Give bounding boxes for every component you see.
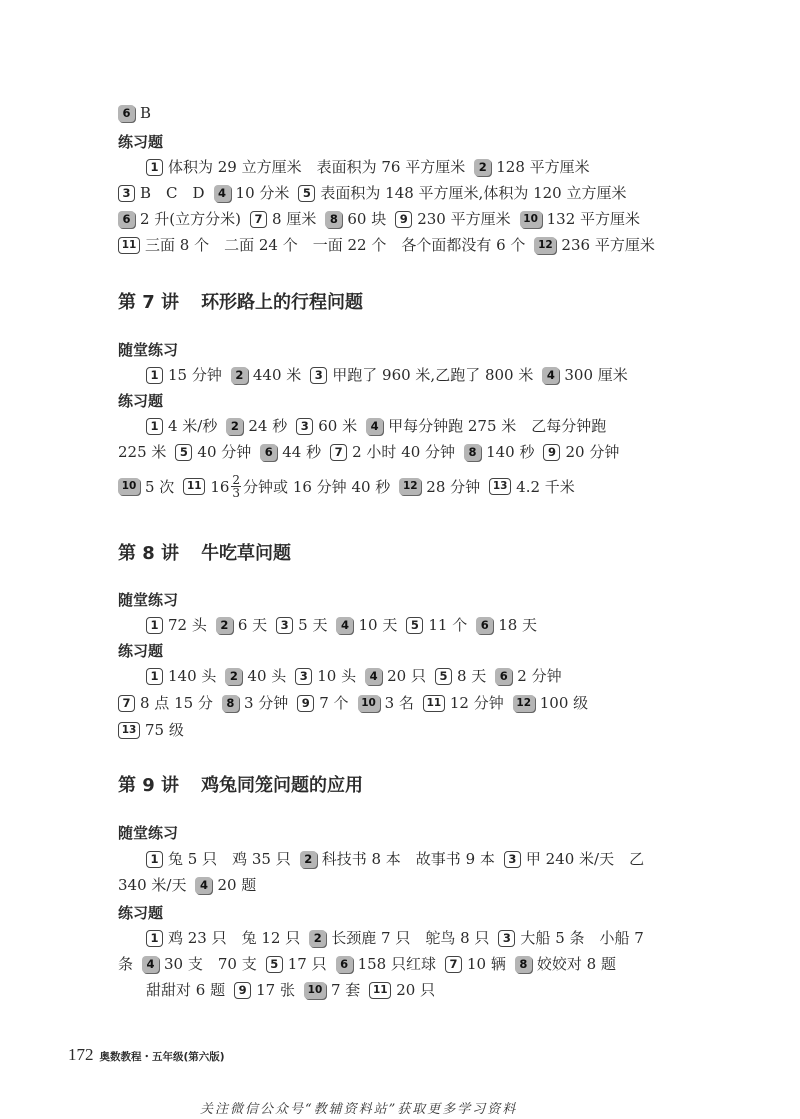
answer-number-badge: 10 — [520, 211, 542, 228]
answer-number-badge: 1 — [146, 367, 163, 384]
answer-text: 17 张 — [256, 981, 295, 999]
answer-number-badge: 6 — [260, 444, 277, 461]
answer-text: 长颈鹿 7 只 鸵鸟 8 只 — [331, 929, 490, 947]
answer-number-badge: 2 — [309, 930, 326, 947]
answer-text: 20 题 — [217, 876, 257, 894]
answer-number-badge: 7 — [445, 956, 462, 973]
answer-line — [118, 103, 160, 123]
answer-number-badge: 7 — [118, 695, 135, 712]
answer-number-badge: 5 — [266, 956, 283, 973]
exercise-label: 练习题 — [118, 904, 164, 922]
answer-number-badge: 4 — [142, 956, 159, 973]
answer-text: 60 米 — [318, 417, 358, 435]
answer-number-badge: 11 — [369, 982, 391, 999]
fraction — [231, 474, 241, 499]
answer-text: 2 分钟 — [517, 667, 562, 685]
answer-number-badge: 8 — [464, 444, 481, 461]
answer-text: 158 只红球 — [357, 955, 436, 973]
answer-text: 甜甜对 6 题 — [146, 981, 226, 999]
answer-number-badge: 9 — [543, 444, 560, 461]
class-practice-label: 随堂练习 — [118, 824, 179, 842]
answer-text: 分钟或 16 分钟 40 秒 — [243, 477, 391, 496]
answer-text: 440 米 — [252, 366, 302, 384]
answer-number-badge: 4 — [214, 185, 231, 202]
answer-line — [146, 928, 653, 948]
answer-text: 姣姣对 8 题 — [536, 955, 616, 973]
answer-number-badge: 1 — [146, 617, 163, 634]
answer-text: 40 分钟 — [197, 443, 252, 461]
answer-number-badge: 4 — [195, 877, 212, 894]
answer-number-badge: 7 — [250, 211, 267, 228]
answer-number-badge: 7 — [330, 444, 347, 461]
answer-number-badge: 2 — [216, 617, 233, 634]
fraction-numerator: 2 — [232, 473, 241, 487]
answer-number-badge: 4 — [336, 617, 353, 634]
answer-text: 16 — [210, 477, 230, 496]
answer-line — [118, 693, 597, 713]
answer-number-badge: 10 — [358, 695, 380, 712]
answer-number-badge: 10 — [304, 982, 326, 999]
answer-text: 17 只 — [287, 955, 327, 973]
answer-text: 8 天 — [456, 667, 487, 685]
page-footer — [68, 1045, 225, 1065]
answer-number-badge: 4 — [542, 367, 559, 384]
answer-text: 5 次 — [145, 477, 175, 496]
answer-number-badge: 6 — [495, 668, 512, 685]
answer-text: 条 — [118, 955, 134, 973]
answer-number-badge: 12 — [534, 237, 556, 254]
answer-text: 340 米/天 — [118, 876, 187, 894]
answer-text: 科技书 8 本 故事书 9 本 — [321, 850, 495, 868]
answer-text: 15 分钟 — [168, 366, 222, 384]
answer-group — [195, 875, 265, 895]
answer-number-badge: 3 — [295, 668, 312, 685]
answer-number-badge: 2 — [231, 367, 248, 384]
answer-text: 140 秒 — [486, 443, 535, 461]
exercise-label: 练习题 — [118, 133, 164, 151]
answer-text: 6 天 — [237, 616, 268, 634]
answer-group — [142, 954, 625, 974]
answer-line — [146, 849, 653, 869]
answer-text: 鸡 23 只 兔 12 只 — [168, 929, 301, 947]
answer-number-badge: 3 — [276, 617, 293, 634]
exercise-label: 练习题 — [118, 392, 164, 410]
answer-line — [118, 183, 636, 203]
answer-number-badge: 9 — [234, 982, 251, 999]
fraction-denominator: 3 — [232, 486, 241, 500]
answer-text: 18 天 — [498, 616, 538, 634]
answer-text: 75 级 — [145, 721, 184, 739]
answer-number-badge: 4 — [366, 418, 383, 435]
answer-text: 8 点 15 分 — [140, 694, 213, 712]
answer-number-badge: 8 — [515, 956, 532, 973]
class-practice-label: 随堂练习 — [118, 341, 179, 359]
answer-number-badge: 11 — [423, 695, 445, 712]
answer-text: 28 分钟 — [426, 477, 481, 496]
answer-text: 7 套 — [330, 981, 361, 999]
answer-line — [118, 442, 628, 462]
answer-text: 2 小时 40 分钟 — [352, 443, 456, 461]
lesson-number: 第 7 讲 — [118, 292, 180, 313]
answer-line — [118, 875, 265, 895]
answer-text: 44 秒 — [282, 443, 322, 461]
answer-text: 10 天 — [358, 616, 398, 634]
answer-number-badge: 1 — [146, 418, 163, 435]
answer-text: 40 头 — [247, 667, 287, 685]
answer-line — [118, 720, 193, 740]
answer-number-badge: 1 — [146, 159, 163, 176]
answer-line — [146, 615, 546, 635]
answer-number-badge: 2 — [226, 418, 243, 435]
answer-number-badge: 1 — [146, 668, 163, 685]
answer-line — [146, 666, 571, 686]
answer-text: 225 米 — [118, 443, 167, 461]
answer-text: 大船 5 条 小船 7 — [520, 929, 644, 947]
watermark-text: 关注微信公众号“教辅资料站”获取更多学习资料 — [200, 1102, 518, 1117]
answer-number-badge: 3 — [296, 418, 313, 435]
answer-text: 8 厘米 — [272, 210, 317, 228]
answer-text: 230 平方厘米 — [417, 210, 511, 228]
answer-line — [146, 416, 615, 436]
answer-line — [146, 365, 637, 385]
answer-number-badge: 3 — [498, 930, 515, 947]
answer-number-badge: 5 — [435, 668, 452, 685]
answer-text: 5 天 — [298, 616, 328, 634]
answer-text: 三面 8 个 二面 24 个 一面 22 个 各个面都没有 6 个 — [145, 236, 526, 254]
lesson-heading — [118, 288, 363, 314]
answer-line — [146, 980, 444, 1000]
answer-text: 236 平方厘米 — [561, 236, 655, 254]
lesson-number: 第 9 讲 — [118, 775, 180, 796]
answer-text: 10 头 — [317, 667, 357, 685]
answer-number-badge: 11 — [118, 237, 140, 254]
answer-number-badge: 3 — [118, 185, 135, 202]
answer-text: 兔 5 只 鸡 35 只 — [168, 850, 291, 868]
answer-text: 100 级 — [539, 694, 589, 712]
answer-text: 2 升(立方分米) — [140, 210, 242, 228]
answer-text: 132 平方厘米 — [546, 210, 641, 228]
answer-line — [118, 209, 649, 229]
answer-number-badge: 12 — [399, 478, 421, 495]
answer-number-badge: 10 — [118, 478, 140, 495]
answer-number-badge: 2 — [474, 159, 491, 176]
answer-line — [146, 157, 599, 177]
answer-number-badge: 4 — [365, 668, 382, 685]
answer-text: 3 分钟 — [243, 694, 289, 712]
answer-number-badge: 13 — [489, 478, 511, 495]
answer-number-badge: 6 — [118, 211, 135, 228]
lesson-title: 环形路上的行程问题 — [201, 292, 364, 313]
answer-number-badge: 6 — [476, 617, 493, 634]
lesson-title: 牛吃草问题 — [201, 543, 292, 564]
lesson-title: 鸡兔同笼问题的应用 — [201, 775, 364, 796]
answer-number-badge: 1 — [146, 930, 163, 947]
answer-number-badge: 6 — [118, 105, 135, 122]
answer-text: 11 个 — [428, 616, 468, 634]
answer-text: 3 名 — [384, 694, 414, 712]
answer-number-badge: 8 — [222, 695, 239, 712]
answer-number-badge: 9 — [297, 695, 314, 712]
answer-text: 72 头 — [168, 616, 207, 634]
book-title: 奥数教程・五年级(第六版) — [99, 1051, 225, 1063]
answer-text: 10 分米 — [235, 184, 290, 202]
answer-text: 甲每分钟跑 275 米 乙每分钟跑 — [388, 417, 607, 435]
answer-number-badge: 5 — [175, 444, 192, 461]
answer-text: 表面积为 148 平方厘米,体积为 120 立方厘米 — [320, 184, 627, 202]
answer-text: 12 分钟 — [449, 694, 504, 712]
class-practice-label: 随堂练习 — [118, 591, 179, 609]
answer-number-badge: 11 — [183, 478, 205, 495]
answer-number-badge: 13 — [118, 722, 140, 739]
answer-number-badge: 8 — [325, 211, 342, 228]
answer-text: 60 块 — [347, 210, 387, 228]
answer-number-badge: 1 — [146, 851, 163, 868]
answer-text: 24 秒 — [248, 417, 288, 435]
answer-text: 甲跑了 960 米,乙跑了 800 米 — [332, 366, 534, 384]
answer-number-badge: 2 — [300, 851, 317, 868]
answer-text: 20 只 — [396, 981, 436, 999]
answer-number-badge: 3 — [504, 851, 521, 868]
answer-number-badge: 5 — [406, 617, 423, 634]
answer-text: 128 平方厘米 — [496, 158, 590, 176]
answer-text: 7 个 — [319, 694, 349, 712]
exercise-label: 练习题 — [118, 642, 164, 660]
answer-text: 20 分钟 — [565, 443, 620, 461]
lesson-heading — [118, 539, 291, 565]
page-number: 172 — [68, 1045, 94, 1064]
answer-text: B — [140, 104, 152, 122]
answer-number-badge: 9 — [395, 211, 412, 228]
answer-group — [234, 980, 444, 1000]
answer-number-badge: 5 — [298, 185, 315, 202]
answer-line — [118, 474, 584, 499]
answer-text: 30 支 70 支 — [164, 955, 257, 973]
answer-text: 10 辆 — [467, 955, 506, 973]
answer-text: 甲 240 米/天 乙 — [525, 850, 645, 868]
answer-text: 300 厘米 — [564, 366, 628, 384]
answer-text: 4 米/秒 — [168, 417, 218, 435]
answer-text: B C D — [140, 184, 205, 202]
answer-text: 体积为 29 立方厘米 表面积为 76 平方厘米 — [168, 158, 466, 176]
answer-line — [118, 954, 625, 974]
answer-group — [175, 442, 628, 462]
answer-text: 20 只 — [387, 667, 426, 685]
answer-text: 140 头 — [168, 667, 217, 685]
answer-number-badge: 12 — [513, 695, 535, 712]
answer-number-badge: 2 — [225, 668, 242, 685]
answer-number-badge: 6 — [336, 956, 353, 973]
answer-text: 4.2 千米 — [516, 477, 575, 496]
answer-line — [118, 235, 664, 255]
lesson-heading — [118, 771, 363, 797]
lesson-number: 第 8 讲 — [118, 543, 180, 564]
answer-number-badge: 3 — [310, 367, 327, 384]
